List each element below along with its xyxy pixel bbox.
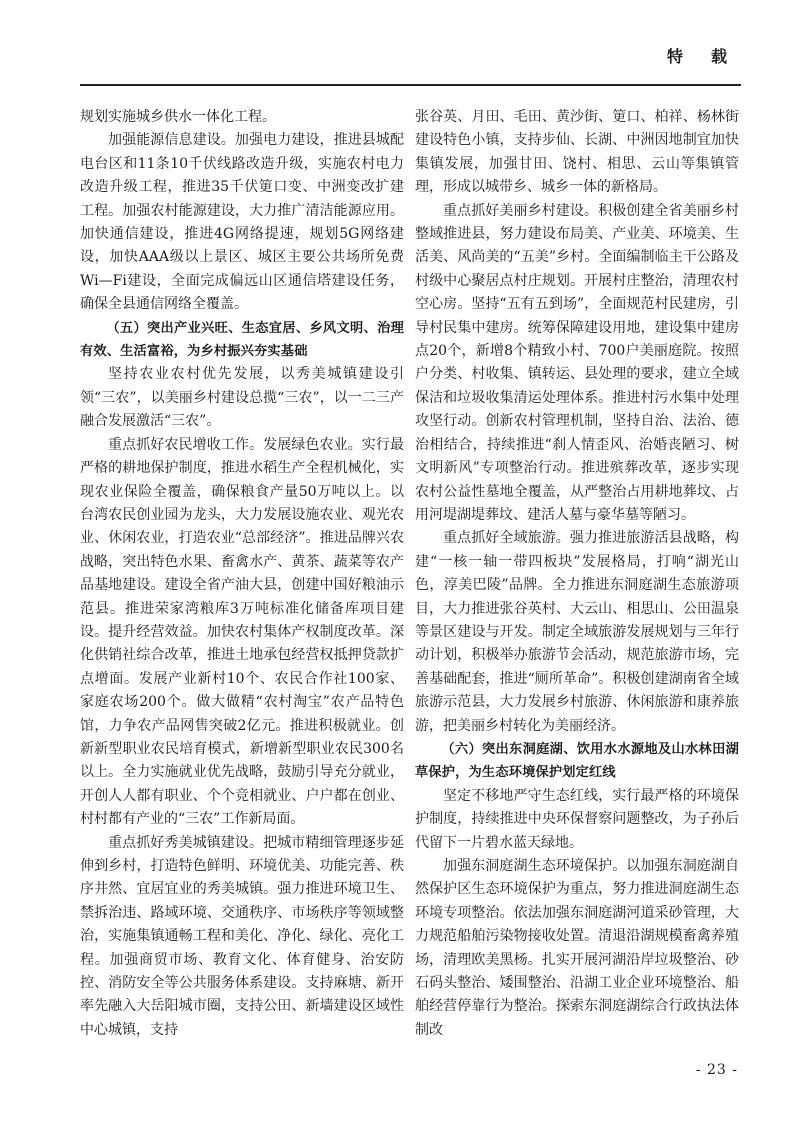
paragraph: 规划实施城乡供水一体化工程。 [80, 109, 276, 125]
left-column [80, 106, 404, 1042]
paragraph: 张谷英、月田、毛田、黄沙街、筻口、柏祥、杨林街建设特色小镇，支持步仙、长湖、中洲因地制宜加快集镇发展，加强甘田、饶村、相思、云山等集镇管理，形成以城带乡、城乡一体的新格局。 [415, 109, 739, 196]
paragraph: 加强东洞庭湖生态环境保护。以加强东洞庭湖自然保护区生态环境保护为重点，努力推进洞庭湖生态环境专项整治。依法加强东洞庭湖河道采砂管理，大力规范船舶污染物接收处置。清退沿湖规模畜禽养殖场，清理欧美黑杨。扎实开展河湖沿岸垃圾整治、砂石码头整治、矮围整治、沿湖工业企业环境整治、船舶经营停靠行为整治。探索东洞庭湖综合行政执法体制改 [415, 858, 739, 1038]
paragraph: 重点抓好美丽乡村建设。积极创建全省美丽乡村整域推进县，努力建设布局美、产业美、环境美、生活美、风尚美的“五美”乡村。全面编制临主干公路及村级中心聚居点村庄规划。开展村庄整治，清理农村空心房。坚持“五有五到场”，全面规范村民建房，引导村民集中建房。统筹保障建设用地，建设集中建房点20个，新增8个精致小村、700户美丽庭院。按照户分类、村收集、镇转运、县处理的要求，建立全域保洁和垃圾收集清运处理体系。推进村污水集中处理攻坚行动。创新农村管理机制，坚持自治、法治、德治相结合，持续推进“刹人情歪风、治婚丧陋习、树文明新风”专项整治行动。推进殡葬改革，逐步实现农村公益性墓地全覆盖，从严整治占用耕地葬坟、占用河堤湖堤葬坟、建活人墓与豪华墓等陋习。 [415, 202, 739, 523]
paragraph: 坚持农业农村优先发展，以秀美城镇建设引领“三农”，以美丽乡村建设总揽“三农”，以一二三产融合发展激活“三农”。 [80, 366, 404, 430]
section-label: 特 载 [666, 47, 733, 66]
header-rule [80, 84, 741, 86]
paragraph: 重点抓好秀美城镇建设。把城市精细管理逐步延伸到乡村，打造特色鲜明、环境优美、功能完善、秩序井然、宜居宜业的秀美城镇。强力推进环境卫生、禁拆治违、路域环境、交通秩序、市场秩序等领域整治，实施集镇通畅工程和美化、净化、绿化、亮化工程。加强商贸市场、教育文化、体育健身、治安防控、消防安全等公共服务体系建设。支持麻塘、新开率先融入大岳阳城市圈，支持公田、新墙建设区域性中心城镇，支持 [80, 834, 404, 1038]
section-heading: （六）突出东洞庭湖、饮用水水源地及山水林田湖草保护，为生态环境保护划定红线 [415, 741, 739, 781]
section-heading: （五）突出产业兴旺、生态宜居、乡风文明、治理有效、生活富裕，为乡村振兴夯实基础 [80, 320, 404, 360]
page-number: - 23 - [695, 1062, 738, 1078]
paragraph: 重点抓好全域旅游。强力推进旅游活县战略，构建“一核一轴一带四板块”发展格局，打响“湖光山色，淳美巴陵”品牌。全力推进东洞庭湖生态旅游项目，大力推进张谷英村、大云山、相思山、公田温泉等景区建设与开发。制定全域旅游发展规划与三年行动计划，积极举办旅游节会活动，规范旅游市场，完善基础配套，推进“厕所革命”。积极创建湖南省全域旅游示范县，大力发展乡村旅游、休闲旅游和康养旅游，把美丽乡村转化为美丽经济。 [415, 530, 739, 734]
paragraph: 加强能源信息建设。加强电力建设，推进县城配电台区和11条10千伏线路改造升级，实施农村电力改造升级工程，推进35千伏筻口变、中洲变改扩建工程。加强农村能源建设，大力推广清洁能源应用。加快通信建设，推进4G网络提速，规划5G网络建设，加快AAA级以上景区、城区主要公共场所免费Wi—Fi建设，全面完成偏远山区通信塔建设任务，确保全县通信网络全覆盖。 [80, 132, 404, 313]
paragraph: 重点抓好农民增收工作。发展绿色农业。实行最严格的耕地保护制度，推进水稻生产全程机械化，实现农业保险全覆盖，确保粮食产量50万吨以上。以台湾农民创业园为龙头，大力发展设施农业、观光农业、休闲农业，打造农业“总部经济”。推进品牌兴农战略，突出特色水果、畜禽水产、黄茶、蔬菜等农产品基地建设。建设全省产油大县，创建中国好粮油示范县。推进荣家湾粮库3万吨标准化储备库项目建设。提升经营效益。加快农村集体产权制度改革。深化供销社综合改革，推进土地承包经营权抵押贷款扩点增面。发展产业新村10个、农民合作社100家、家庭农场200个。做大做精“农村淘宝”农产品特色馆，力争农产品网售突破2亿元。推进积极就业。创新新型职业农民培育模式，新增新型职业农民300名以上。全力实施就业优先战略，鼓励引导充分就业，开创人人都有职业、个个竞相就业、户户都在创业、村村都有产业的“三农”工作新局面。 [80, 436, 404, 828]
paragraph: 坚定不移地严守生态红线，实行最严格的环境保护制度，持续推进中央环保督察问题整改，为子孙后代留下一片碧水蓝天绿地。 [415, 787, 739, 851]
right-column [415, 106, 739, 1042]
